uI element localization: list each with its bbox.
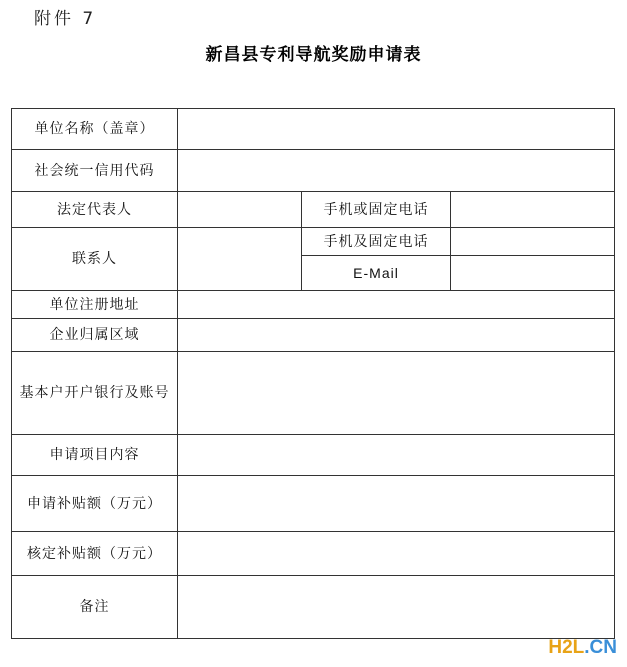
address-field[interactable]: [178, 291, 615, 319]
contact-field[interactable]: [178, 228, 302, 291]
legal-rep-label: 法定代表人: [12, 192, 178, 228]
region-label: 企业归属区域: [12, 319, 178, 352]
unit-name-field[interactable]: [178, 109, 615, 150]
project-content-label: 申请项目内容: [12, 435, 178, 476]
unit-name-label: 单位名称（盖章）: [12, 109, 178, 150]
credit-code-label: 社会统一信用代码: [12, 150, 178, 192]
remarks-field[interactable]: [178, 576, 615, 639]
attachment-label: 附件 7: [34, 9, 97, 29]
address-label: 单位注册地址: [12, 291, 178, 319]
watermark-suffix: .CN: [584, 637, 617, 658]
application-form-table: [11, 108, 615, 639]
email-field[interactable]: [451, 256, 615, 291]
bank-account-label: 基本户开户银行及账号: [12, 352, 178, 435]
project-content-field[interactable]: [178, 435, 615, 476]
contact-label: 联系人: [12, 228, 178, 291]
legal-rep-field[interactable]: [178, 192, 302, 228]
contact-phone-label: 手机及固定电话: [302, 228, 451, 256]
site-watermark: [548, 637, 617, 659]
apply-amount-field[interactable]: [178, 476, 615, 532]
approved-amount-label: 核定补贴额（万元）: [12, 532, 178, 576]
bank-account-field[interactable]: [178, 352, 615, 435]
region-field[interactable]: [178, 319, 615, 352]
legal-rep-phone-label: 手机或固定电话: [302, 192, 451, 228]
apply-amount-label: 申请补贴额（万元）: [12, 476, 178, 532]
form-title: 新昌县专利导航奖励申请表: [205, 45, 422, 65]
watermark-main: H2L: [548, 637, 585, 658]
approved-amount-field[interactable]: [178, 532, 615, 576]
email-label: E-Mail: [302, 256, 451, 291]
legal-rep-phone-field[interactable]: [451, 192, 615, 228]
credit-code-field[interactable]: [178, 150, 615, 192]
remarks-label: 备注: [12, 576, 178, 639]
contact-phone-field[interactable]: [451, 228, 615, 256]
